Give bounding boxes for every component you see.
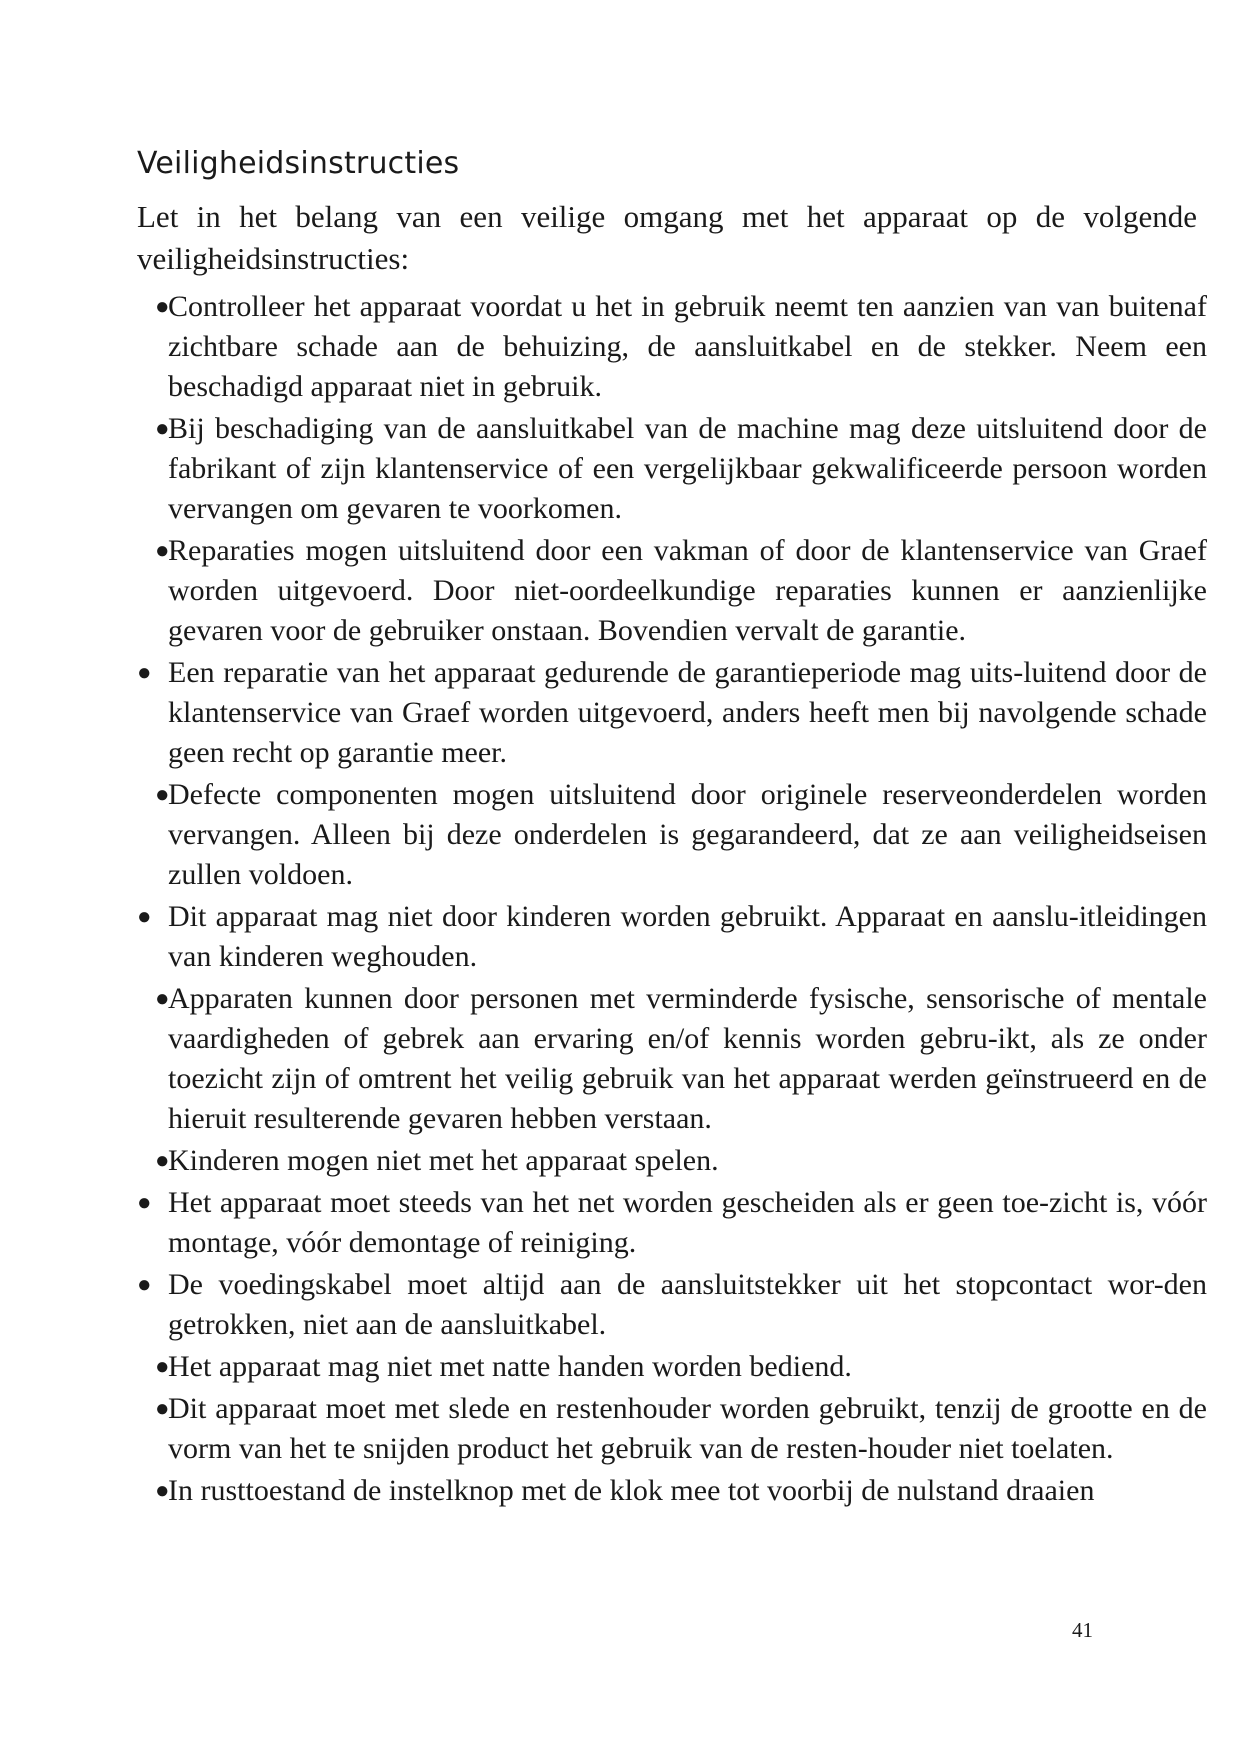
list-item [0, 1265, 1207, 1345]
bullet-icon: ● [155, 1148, 170, 1174]
list-item [0, 1183, 1207, 1263]
section-heading: Veiligheidsinstructies [137, 146, 460, 181]
list-item [0, 775, 1207, 895]
list-item-text: Dit apparaat mag niet door kinderen worden gebruikt. Apparaat en aanslu-itleidingen van kinderen weghouden. [168, 900, 1207, 973]
list-item-text: Controlleer het apparaat voordat u het in gebruik neemt ten aanzien van van buitenaf zichtbare schade aan de behuizing, de aansluitkabel en de stekker. Neem een beschadigd apparaat niet in gebruik. [168, 290, 1207, 403]
bullet-icon: ● [137, 904, 152, 930]
list-item-text: Reparaties mogen uitsluitend door een vakman of door de klantenservice van Graef worden uitgevoerd. Door niet-oordeelkundige reparaties kunnen er aanzienlijke gevaren voor de gebruiker onstaan. Bovendien vervalt de garantie. [168, 534, 1207, 647]
bullet-icon: ● [155, 416, 170, 442]
bullet-icon: ● [155, 294, 170, 320]
list-item-text: Defecte componenten mogen uitsluitend door originele reserveonderdelen worden vervangen. Alleen bij deze onderdelen is gegarandeerd, dat ze aan veiligheidseisen zullen voldoen. [168, 778, 1207, 891]
list-item-text: Dit apparaat moet met slede en restenhouder worden gebruikt, tenzij de grootte en de vorm van het te snijden product het gebruik van de resten-houder niet toelaten. [168, 1392, 1207, 1465]
list-item [0, 897, 1207, 977]
bullet-icon: ● [137, 660, 152, 686]
bullet-icon: ● [137, 1190, 152, 1216]
list-item [0, 287, 1207, 407]
list-item [0, 653, 1207, 773]
bullet-icon: ● [155, 1478, 170, 1504]
list-item [0, 1141, 1207, 1181]
list-item-text: Apparaten kunnen door personen met verminderde fysische, sensorische of mentale vaardigheden of gebrek aan ervaring en/of kennis worden gebru-ikt, als ze onder toezicht zijn of omtrent het veilig gebruik van het apparaat werden geïnstrueerd en de hieruit resulterende gevaren hebben verstaan. [168, 982, 1207, 1135]
page-number: 41 [1072, 1618, 1093, 1642]
intro-paragraph: Let in het belang van een veilige omgang met het apparaat op de volgende veiligheidsinstructies: [137, 199, 1197, 276]
list-item-text: Het apparaat mag niet met natte handen worden bediend. [168, 1350, 852, 1383]
list-item [0, 1471, 1207, 1511]
list-item [0, 979, 1207, 1139]
list-item-text: De voedingskabel moet altijd aan de aansluitstekker uit het stopcontact wor-den getrokken, niet aan de aansluitkabel. [168, 1268, 1207, 1341]
list-item-text: Een reparatie van het apparaat gedurende de garantieperiode mag uits-luitend door de klantenservice van Graef worden uitgevoerd, anders heeft men bij navolgende schade geen recht op garantie meer. [168, 656, 1207, 769]
bullet-icon: ● [155, 1354, 170, 1380]
bullet-icon: ● [137, 1272, 152, 1298]
list-item-text: In rusttoestand de instelknop met de klok mee tot voorbij de nulstand draaien [168, 1474, 1095, 1507]
list-item [0, 1389, 1207, 1469]
list-item [0, 531, 1207, 651]
bullet-icon: ● [155, 986, 170, 1012]
bullet-icon: ● [155, 782, 170, 808]
list-item-text: Bij beschadiging van de aansluitkabel van de machine mag deze uitsluitend door de fabrikant of zijn klantenservice of een vergelijkbaar gekwalificeerde persoon worden vervangen om gevaren te voorkomen. [168, 412, 1207, 525]
bullet-icon: ● [155, 1396, 170, 1422]
safety-instructions-list [0, 287, 1241, 1513]
list-item-text: Kinderen mogen niet met het apparaat spelen. [168, 1144, 719, 1177]
list-item [0, 1347, 1207, 1387]
list-item-text: Het apparaat moet steeds van het net worden gescheiden als er geen toe-zicht is, vóór montage, vóór demontage of reiniging. [168, 1186, 1207, 1259]
bullet-icon: ● [155, 538, 170, 564]
list-item [0, 409, 1207, 529]
